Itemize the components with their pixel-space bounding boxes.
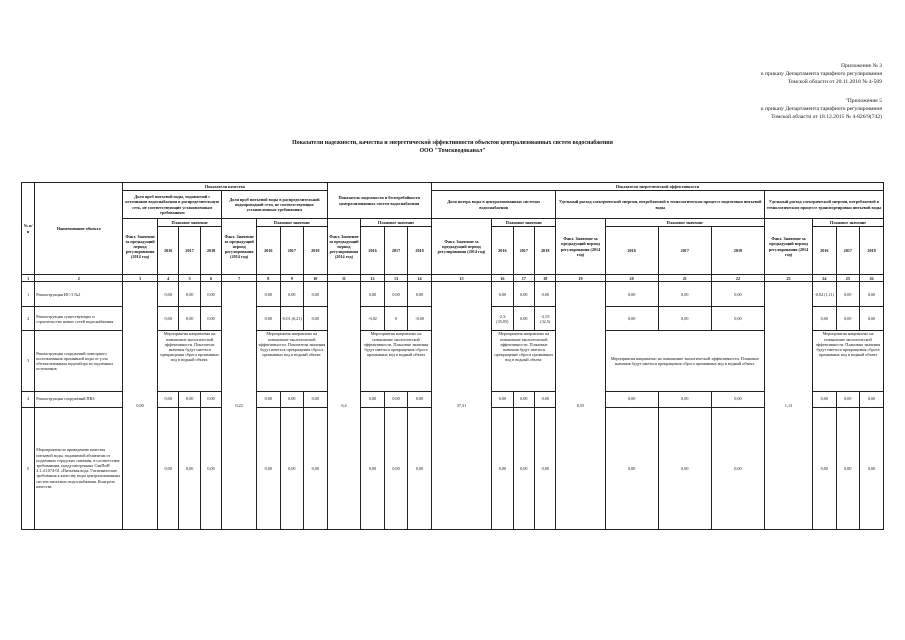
plan-header: Плановое значение [257,219,328,227]
cell: -0,01 (0,21) [280,307,304,331]
column-number: 3 [123,275,158,282]
cell: 0,00 [408,282,432,307]
cell: 0,00 [257,391,281,407]
year-header: 2017 [836,227,860,275]
header-line: Томской области от 18.12.2015 № 4-826/9(742) [771,114,882,121]
cell: 0,00 [658,407,711,529]
plan-header: Плановое значение [492,219,556,227]
header-reliability: Показатель надежности и бесперебойности централизованных систем водоснабжения [327,183,431,219]
year-header: 2016 [361,227,385,275]
group-quality: Показатели качества [123,183,327,191]
cell: 0,00 [280,407,304,529]
year-header: 2018 [200,227,221,275]
column-number: 25 [836,275,860,282]
fact-header: Факт. Значение за предыдущий период регулирования (2014 год) [765,219,813,275]
measure-note: Мероприятия направлено на повышение экологической эффективности. Плановые значения будут иметься прекращение сброса промывных вод в водный объект. [492,331,556,391]
cell: 0,00 [836,391,860,407]
object-name: Мероприятия по приведению качества питьевой воды, подаваемой абонентам от подземных городских скважин, в соответствие требованиям, предусмотренных СанПиН 2.1.4.1074-01 «Питьевая вода. Гигиенические требования к качеству воды централизованных систем питьевого водоснабжения. Контроль качества [35,407,123,529]
cell: 0,00 [257,307,281,331]
cell: 0,00 [280,282,304,307]
year-header: 2017 [280,227,304,275]
cell: 0,00 [836,307,860,331]
appendix-header [622,62,882,121]
column-number: 26 [860,275,884,282]
column-number: 7 [222,275,257,282]
header-q2: Доля проб питьевой воды в распределительной водопроводной сети, не соответствующих установленным требованиям [222,191,327,219]
cell: -0,02 (1,11) [813,282,837,307]
cell: 0,00 [605,282,658,307]
title-line: Показатели надежности, качества и энергетической эффективности объектов централизованных систем водоснабжения [292,140,613,146]
cell: 0,00 [513,407,534,529]
measure-note: Мероприятия направлены на повышение экологической эффективности. Показатели значения будут иметься прекращения сброса промывных вод в водный объект. [157,331,221,391]
cell: 0,00 [813,391,837,407]
cell: 0 [384,307,408,331]
year-header: 2018 [860,227,884,275]
measure-note: Мероприятия направлено на повышение экологической эффективности. Плановые значения будут иметься прекращения сброса промывных вод в водный объект [361,331,432,391]
plan-header: Плановое значение [813,219,884,227]
cell: 0,00 [711,407,764,529]
year-header: 2016 [813,227,837,275]
cell: 0,00 [179,407,200,529]
column-number: 2 [35,275,123,282]
measure-note: Мероприятия направлено на повышение экологической эффективности. Плановые значения будут иметься прекращения сброса промывных вод в водный объект [813,331,884,391]
col-name-header: Наименование объекта [35,183,123,275]
cell: 0,00 [813,407,837,529]
header-q1: Доля проб питьевой воды, подаваемой с источников водоснабжения в распределительную сеть, не соответствующих установленным требованиям [123,191,222,219]
column-number: 23 [765,275,813,282]
cell: 0,00 [711,307,764,331]
cell: 0,00 [179,307,200,331]
column-number: 9 [280,275,304,282]
column-number: 17 [513,275,534,282]
cell: 0,00 [492,282,513,307]
cell: -0,00 [408,307,432,331]
column-number: 4 [157,275,178,282]
row-number: 1 [22,282,35,307]
cell: 0,00 [200,391,221,407]
column-number: 19 [556,275,605,282]
measure-note: Мероприятия направлено на повышение экологической эффективности. Показатели значения будут иметься прекращения сброса промывных вод в водный объект. [257,331,328,391]
header-e1: Доля потерь воды в централизованных системах водоснабжения [431,191,556,219]
cell: 0,00 [304,307,328,331]
header-e3: Удельный расход электрической энергии, потребляемой в технологическом процессе транспортировки питьевой воды [765,191,884,219]
document-title [0,139,905,155]
cell: 0,00 [157,391,178,407]
cell: 0,00 [179,282,200,307]
column-number: 15 [431,275,491,282]
column-number: 24 [813,275,837,282]
rel-fact-value: 0,4 [327,282,361,530]
row-number: 3 [22,331,35,391]
e2-fact-value: 0,55 [556,282,605,530]
column-number: 21 [658,275,711,282]
cell: 0,00 [384,282,408,307]
cell: 0,00 [361,282,385,307]
cell: -2,55 (32,5) [535,307,556,331]
cell: 0,00 [836,282,860,307]
header-line: "Приложение 5 [845,97,882,104]
cell: 0,00 [535,407,556,529]
plan-header: Плановое значение [361,219,432,227]
cell: 0,00 [658,391,711,407]
fact-header: Факт. Значение за предыдущий период регулирования (2014 год) [222,219,257,275]
header-e2: Удельный расход электрической энергии, потребляемой в технологическом процессе подготовки питьевой воды [556,191,765,219]
cell: 0,00 [200,307,221,331]
column-number: 5 [179,275,200,282]
q2-fact-value: 0,22 [222,282,257,530]
cell: 0,00 [157,307,178,331]
cell: 0,00 [304,391,328,407]
column-number: 10 [304,275,328,282]
col-num-header: № п/п [22,183,35,275]
cell: 0,00 [813,307,837,331]
cell: 0,00 [280,391,304,407]
cell: 0,00 [492,391,513,407]
fact-header: Факт. Значение за предыдущий период регулирования (2014 год) [327,219,361,275]
cell: 0,00 [605,307,658,331]
column-number: 12 [361,275,385,282]
cell: -2,3- (35,05) [492,307,513,331]
cell: 0,00 [535,282,556,307]
column-number: 11 [327,275,361,282]
year-header: 2016 [257,227,281,275]
fact-header: Факт. Значение за предыдущий период регулирования (2014 год) [431,219,491,275]
row-number: 5 [22,407,35,529]
column-number: 6 [200,275,221,282]
row-number: 4 [22,391,35,407]
e1-fact-value: 37,31 [431,282,491,530]
year-header: 2017 [384,227,408,275]
cell: 0,00 [513,391,534,407]
column-number: 20 [605,275,658,282]
cell: 0,00 [860,282,884,307]
title-line: ООО "Томскводоканал" [419,148,486,154]
cell: 0,00 [157,282,178,307]
cell: 0,00 [361,407,385,529]
cell: 0,00 [361,391,385,407]
year-header: 2017 [513,227,534,275]
cell: 0,00 [384,407,408,529]
table-row [22,282,884,307]
plan-header: Плановое значение [157,219,221,227]
column-number: 22 [711,275,764,282]
cell: 0,00 [200,407,221,529]
year-header: 2018 [711,227,764,275]
plan-header: Плановое значение [605,219,764,227]
header-line: к приказу Департамента тарифного регулирования [761,71,882,78]
cell: 0,00 [836,407,860,529]
column-number: 14 [408,275,432,282]
cell: 0,00 [200,282,221,307]
cell: 0,00 [658,307,711,331]
object-name: Реконструкция ИС-3 №2 [35,282,123,307]
cell: 0,00 [408,407,432,529]
object-name: Реконструкция существующих и строительство новых сетей водоснабжения [35,307,123,331]
cell: 0,00 [711,391,764,407]
cell: 0,00 [257,282,281,307]
row-number: 2 [22,307,35,331]
column-number: 16 [492,275,513,282]
cell: 0,00 [408,391,432,407]
cell: 0,00 [513,282,534,307]
object-name: Реконструкция сооружений ПВЗ [35,391,123,407]
cell: 0,00 [304,407,328,529]
year-header: 2016 [605,227,658,275]
year-header: 2016 [157,227,178,275]
cell: 0,00 [860,407,884,529]
year-header: 2018 [408,227,432,275]
header-line: Томской области от 20.11.2018 № 4-509 [787,79,882,86]
object-name: Реконструкция сооружений повторного использования промывной воды от узла обезжелезивания водозабора из подземных источников [35,331,123,391]
cell: 0,00 [605,391,658,407]
fact-header: Факт. Значение за предыдущий период регулирования (2014 год) [123,219,158,275]
cell: 0,00 [513,307,534,331]
header-line: к приказу Департамента тарифного регулирования [761,105,882,112]
column-number: 13 [384,275,408,282]
cell: 0,00 [860,391,884,407]
cell: 0,00 [711,282,764,307]
group-energy: Показатели энергетической эффективности [431,183,883,191]
header-line: Приложение № 3 [841,63,882,69]
year-header: 2016 [492,227,513,275]
cell: 0,00 [535,391,556,407]
e3-fact-value: 1,13 [765,282,813,530]
cell: 0,00 [860,307,884,331]
indicators-table [21,182,884,530]
year-header: 2018 [535,227,556,275]
q1-fact-value: 0,00 [123,282,158,530]
cell: 0,00 [492,407,513,529]
cell: -0,02 [361,307,385,331]
cell: 0,00 [658,282,711,307]
measure-note: Мероприятия направлено на повышение экологической эффективности. Плановые значения будут иметься прекращения сброса промывных вод в водный объект. [605,331,764,391]
year-header: 2018 [304,227,328,275]
cell: 0,00 [605,407,658,529]
cell: 0,00 [304,282,328,307]
cell: 0,00 [157,407,178,529]
column-number: 18 [535,275,556,282]
column-number: 8 [257,275,281,282]
fact-header: Факт. Значение за предыдущий период регулирования (2014 год) [556,219,605,275]
year-header: 2017 [179,227,200,275]
cell: 0,00 [257,407,281,529]
year-header: 2017 [658,227,711,275]
column-number: 1 [22,275,35,282]
cell: 0,00 [179,391,200,407]
cell: 0,00 [384,391,408,407]
